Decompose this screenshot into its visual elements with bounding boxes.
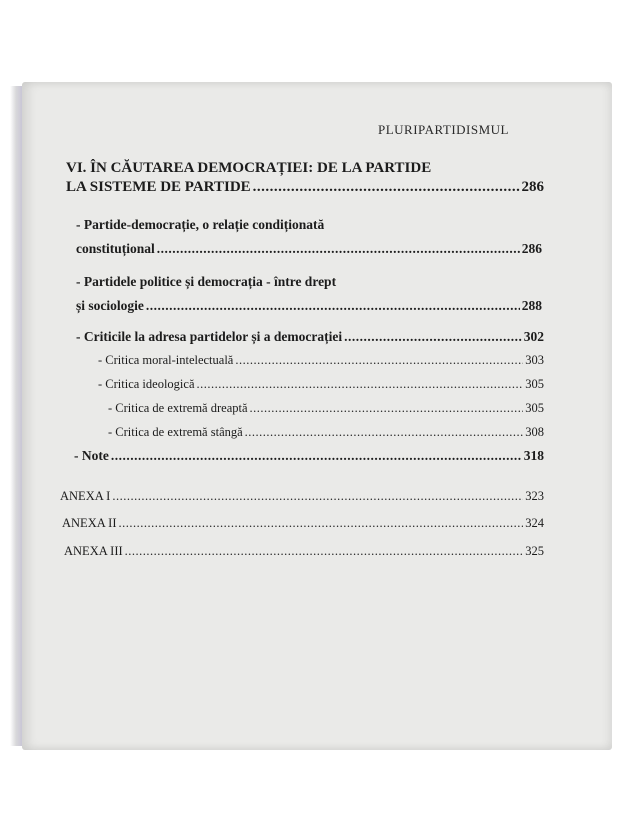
toc-entry-section2[interactable]: [76, 298, 542, 314]
toc-entry-notes[interactable]: [74, 448, 544, 464]
leader-dots: [125, 544, 524, 559]
page-number: 286: [521, 241, 542, 256]
toc-entry-section3a[interactable]: [98, 353, 544, 368]
toc-entry-section3[interactable]: [76, 329, 544, 345]
leader-dots: [344, 329, 522, 345]
leader-dots: [245, 425, 524, 440]
toc-entry-annex3[interactable]: [64, 544, 544, 559]
section-title-line1: - Partidele politice și democrația - între drept: [76, 274, 337, 289]
annex-title: ANEXA III: [64, 544, 123, 558]
page-number: 308: [525, 425, 544, 439]
page-number: 324: [525, 516, 544, 530]
subsection-title: - Critica moral-intelectuală: [98, 353, 234, 367]
page-number: 288: [521, 298, 542, 313]
toc-entry-section3b[interactable]: [98, 377, 544, 392]
page-number: 325: [525, 544, 544, 558]
toc-entry-section3b1[interactable]: [108, 401, 544, 416]
page-number: 302: [523, 329, 544, 344]
page-number: 305: [525, 377, 544, 391]
section-title-line2: și sociologie: [76, 298, 144, 313]
leader-dots: [112, 489, 523, 504]
annex-title: ANEXA I: [60, 489, 111, 503]
page-number: 323: [525, 489, 544, 503]
page-number: 318: [523, 448, 544, 463]
subsection-title: - Critica de extremă stângă: [108, 425, 243, 439]
leader-dots: [250, 401, 524, 416]
chapter-title-line2: LA SISTEME DE PARTIDE: [66, 179, 251, 195]
leader-dots: [253, 179, 520, 196]
page-number: 286: [521, 179, 544, 195]
toc-entry-annex2[interactable]: [62, 516, 544, 531]
page-number: 303: [525, 353, 544, 367]
leader-dots: [119, 516, 524, 531]
page-edge: [10, 86, 22, 746]
running-head: PLURIPARTIDISMUL: [378, 122, 509, 137]
toc-entry-section1[interactable]: [76, 241, 542, 257]
leader-dots: [146, 298, 520, 314]
section-title-line2: constituțional: [76, 241, 155, 256]
leader-dots: [235, 353, 523, 368]
leader-dots: [111, 448, 522, 464]
notes-title: - Note: [74, 448, 109, 463]
chapter-title-line1: VI. ÎN CĂUTAREA DEMOCRAȚIEI: DE LA PARTIDE: [66, 160, 432, 176]
section-title: - Criticile la adresa partidelor și a democrației: [76, 329, 343, 344]
leader-dots: [157, 241, 520, 257]
toc-entry-section3b2[interactable]: [108, 425, 544, 440]
toc-entry-annex1[interactable]: [60, 489, 544, 504]
section-title-line1: - Partide-democrație, o relație condiționată: [76, 217, 325, 232]
page-number: 305: [525, 401, 544, 415]
leader-dots: [197, 377, 524, 392]
subsection-title: - Critica de extremă dreaptă: [108, 401, 248, 415]
subsection-title: - Critica ideologică: [98, 377, 195, 391]
toc-entry-chapter6[interactable]: [66, 179, 544, 196]
annex-title: ANEXA II: [62, 516, 117, 530]
